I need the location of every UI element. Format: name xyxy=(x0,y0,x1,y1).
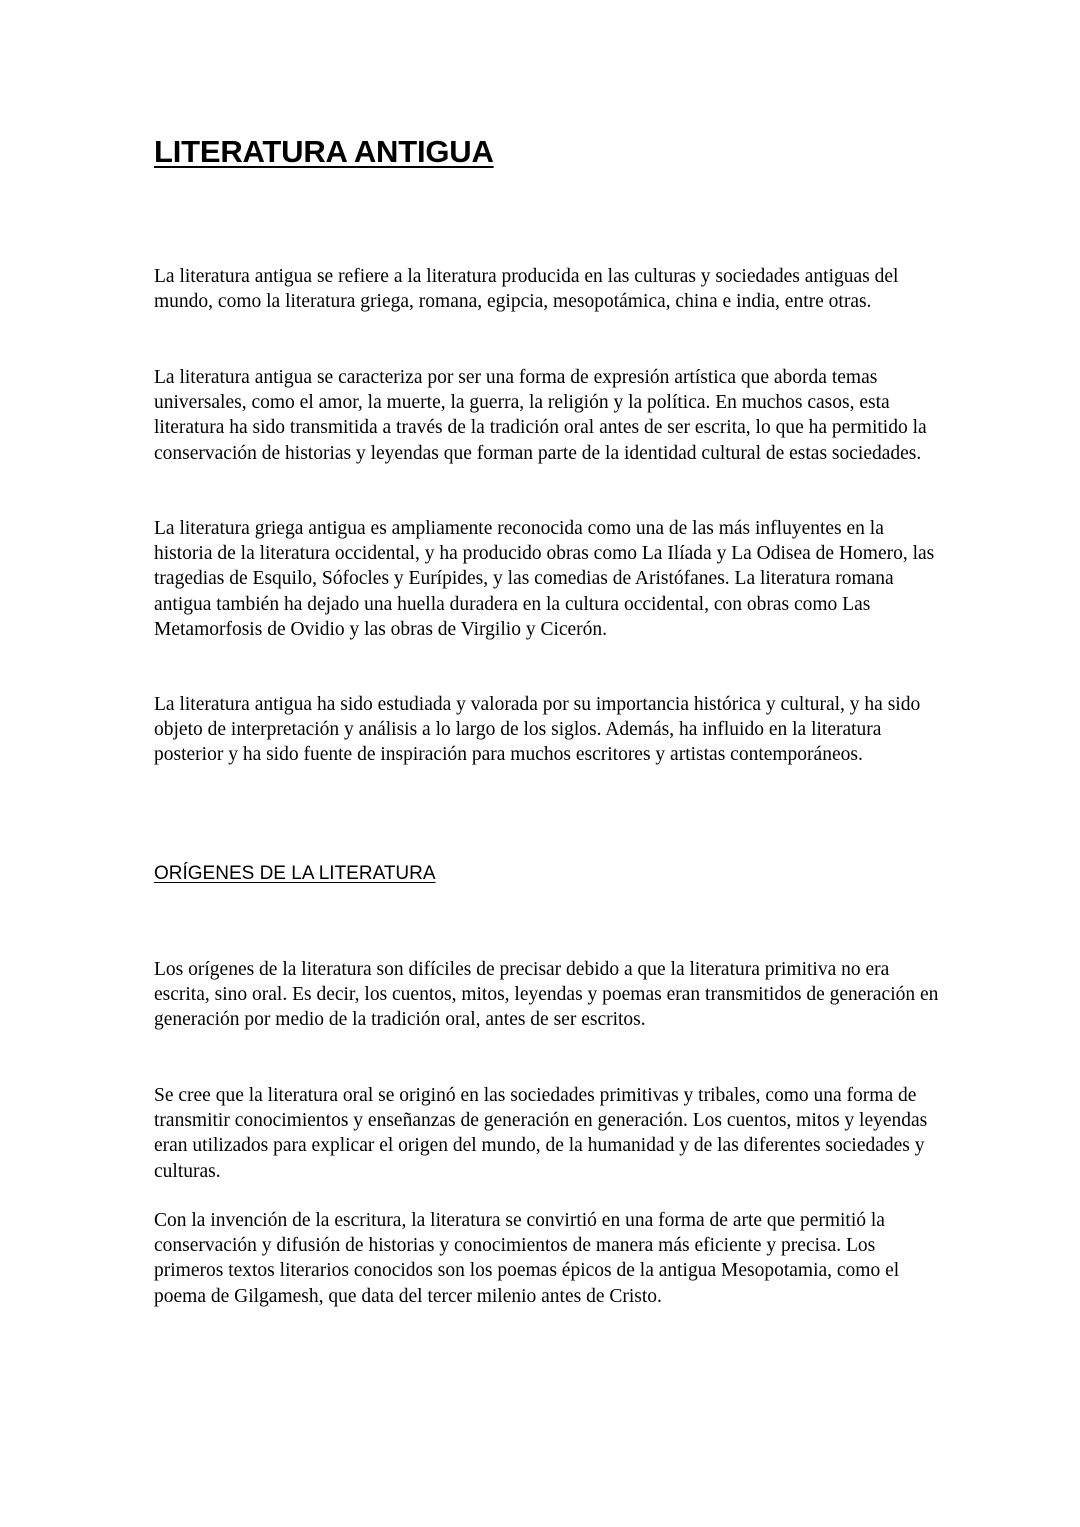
intro-paragraph: La literatura antigua se caracteriza por ser una forma de expresión artística que aborda temas universales, como el amor, la muerte, la guerra, la religión y la política. En muchos casos, esta literatura ha sido transmitida a través de la tradición oral antes de ser escrita, lo que ha permitido la conservación de historias y leyendas que forman parte de la identidad cultural de estas sociedades. xyxy=(154,367,927,464)
origins-paragraph: Los orígenes de la literatura son difíciles de precisar debido a que la literatura primitiva no era escrita, sino oral. Es decir, los cuentos, mitos, leyendas y poemas eran transmitidos de generación en generación por medio de la tradición oral, antes de ser escritos. xyxy=(154,959,939,1031)
origins-paragraph: Se cree que la literatura oral se originó en las sociedades primitivas y tribales, como una forma de transmitir conocimientos y enseñanzas de generación en generación. Los cuentos, mitos y leyendas eran utilizados para explicar el origen del mundo, de la humanidad y de las diferentes sociedades y culturas. xyxy=(154,1085,928,1182)
intro-paragraph: La literatura griega antigua es ampliamente reconocida como una de las más influyentes en la historia de la literatura occidental, y ha producido obras como La Ilíada y La Odisea de Homero, las tragedias de Esquilo, Sófocles y Eurípides, y las comedias de Aristófanes. La literatura romana antigua también ha dejado una huella duradera en la cultura occidental, con obras como Las Metamorfosis de Ovidio y las obras de Virgilio y Cicerón. xyxy=(154,518,935,640)
intro-paragraph: La literatura antigua se refiere a la literatura producida en las culturas y sociedades antiguas del mundo, como la literatura griega, romana, egipcia, mesopotámica, china e india, entre otras. xyxy=(154,266,899,313)
section-heading: ORÍGENES DE LA LITERATURA xyxy=(154,863,436,884)
intro-paragraph: La literatura antigua ha sido estudiada y valorada por su importancia histórica y cultural, y ha sido objeto de interpretación y análisis a lo largo de los siglos. Además, ha influido en la literatura posterior y ha sido fuente de inspiración para muchos escritores y artistas contemporáneos. xyxy=(154,694,921,766)
page-title: LITERATURA ANTIGUA xyxy=(154,134,494,169)
origins-paragraph: Con la invención de la escritura, la literatura se convirtió en una forma de arte que permitió la conservación y difusión de historias y conocimientos de manera más eficiente y precisa. Los primeros textos literarios conocidos son los poemas épicos de la antigua Mesopotamia, como el poema de Gilgamesh, que data del tercer milenio antes de Cristo. xyxy=(154,1210,900,1307)
